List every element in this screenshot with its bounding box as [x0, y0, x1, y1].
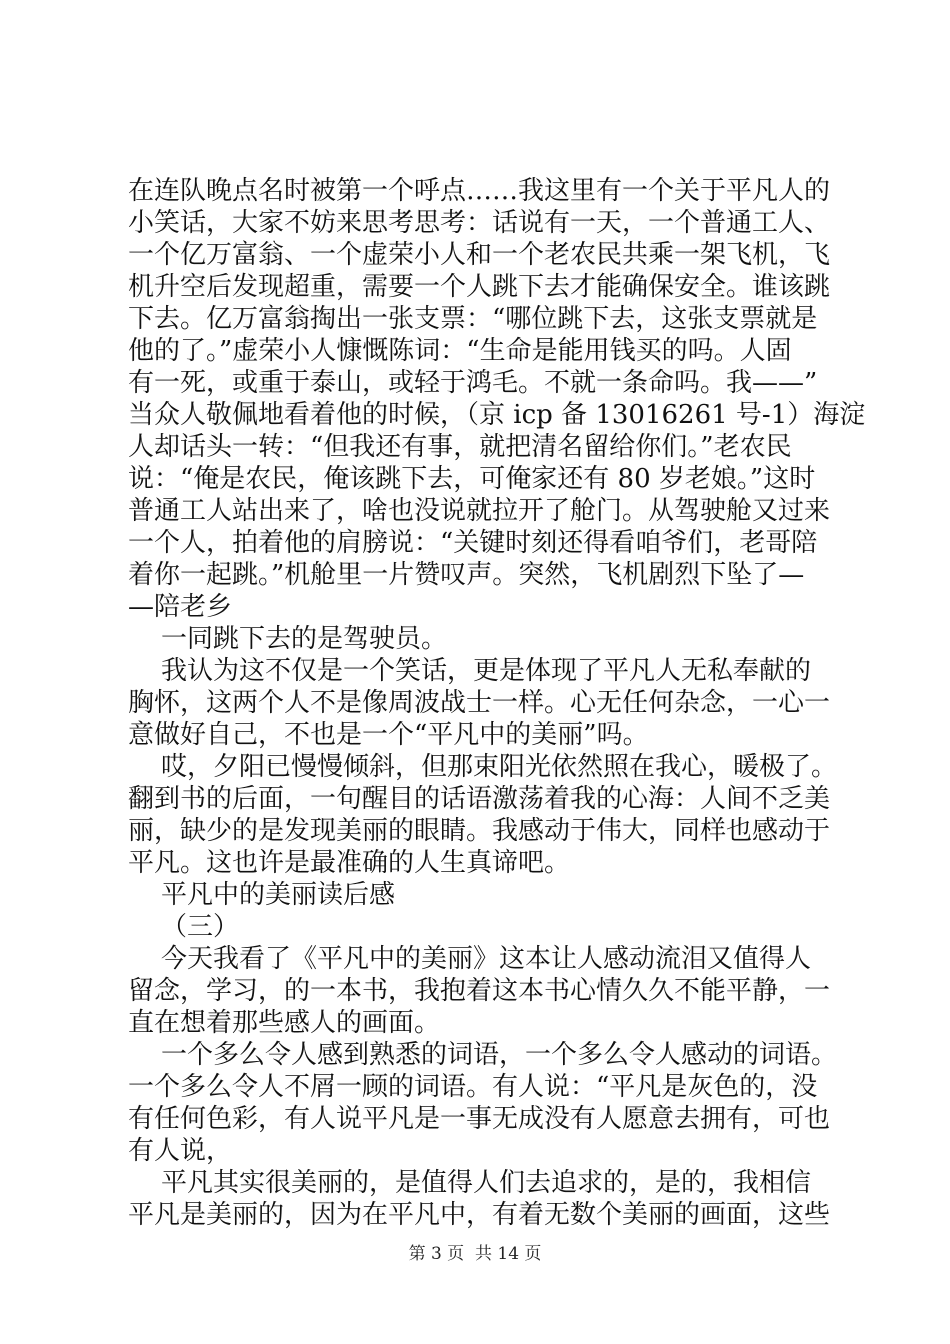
text-line: 今天我看了《平凡中的美丽》这本让人感动流泪又值得人 — [128, 944, 812, 974]
text-line: 在连队晚点名时被第一个呼点……我这里有一个关于平凡人的 — [128, 176, 831, 206]
text-line: 平凡其实很美丽的，是值得人们去追求的，是的，我相信 — [128, 1168, 812, 1198]
text-line: 着你一起跳。”机舱里一片赞叹声。突然，飞机剧烈下坠了— — [128, 560, 805, 590]
text-line: 一个多么令人感到熟悉的词语，一个多么令人感动的词语。 — [128, 1040, 838, 1070]
text-line: 意做好自己，不也是一个“平凡中的美丽”吗。 — [128, 720, 649, 750]
text-line: 丽，缺少的是发现美丽的眼睛。我感动于伟大，同样也感动于 — [128, 816, 831, 846]
text-line: 一个多么令人不屑一顾的词语。有人说：“平凡是灰色的，没 — [128, 1072, 818, 1102]
text-line: 直在想着那些感人的画面。 — [128, 1008, 441, 1038]
text-line: 有任何色彩，有人说平凡是一事无成没有人愿意去拥有，可也 — [128, 1104, 831, 1134]
text-line: 小笑话，大家不妨来思考思考：话说有一天，一个普通工人、 — [128, 208, 831, 238]
text-line: 哎，夕阳已慢慢倾斜，但那束阳光依然照在我心，暖极了。 — [128, 752, 838, 782]
page-number: 第 3 页 共 14 页 — [408, 1244, 542, 1264]
text-line: 机升空后发现超重，需要一个人跳下去才能确保安全。谁该跳 — [128, 272, 831, 302]
text-line: 当众人敬佩地看着他的时候，（京 icp 备 13016261 号-1）海淀 — [128, 400, 866, 430]
text-line: 一个亿万富翁、一个虚荣小人和一个老农民共乘一架飞机，飞 — [128, 240, 831, 270]
text-line: 有人说， — [128, 1136, 233, 1166]
text-line: 平凡。这也许是最准确的人生真谛吧。 — [128, 848, 571, 878]
text-line: 人却话头一转：“但我还有事，就把清名留给你们。”老农民 — [128, 432, 792, 462]
section-number: （三） — [128, 912, 240, 942]
text-line: 我认为这不仅是一个笑话，更是体现了平凡人无私奉献的 — [128, 656, 812, 686]
text-line: 平凡是美丽的，因为在平凡中，有着无数个美丽的画面，这些 — [128, 1200, 831, 1230]
body-text — [128, 175, 866, 1231]
page-footer — [0, 1243, 950, 1265]
text-line: 有一死，或重于泰山，或轻于鸿毛。不就一条命吗。我——” — [128, 368, 818, 398]
text-line: 下去。亿万富翁掏出一张支票：“哪位跳下去，这张支票就是 — [128, 304, 818, 334]
text-line: 他的了。”虚荣小人慷慨陈词：“生命是能用钱买的吗。人固 — [128, 336, 792, 366]
text-line: 普通工人站出来了，啥也没说就拉开了舱门。从驾驶舱又过来 — [128, 496, 831, 526]
text-line: 留念，学习，的一本书，我抱着这本书心情久久不能平静，一 — [128, 976, 831, 1006]
text-line: 一同跳下去的是驾驶员。 — [128, 624, 448, 654]
text-line: 翻到书的后面，一句醒目的话语激荡着我的心海：人间不乏美 — [128, 784, 831, 814]
text-line: 胸怀，这两个人不是像周波战士一样。心无任何杂念，一心一 — [128, 688, 831, 718]
text-line: 说：“俺是农民，俺该跳下去，可俺家还有 80 岁老娘。”这时 — [128, 464, 816, 494]
text-line: 一个人，拍着他的肩膀说：“关键时刻还得看咱爷们，老哥陪 — [128, 528, 818, 558]
section-title: 平凡中的美丽读后感 — [128, 880, 396, 910]
text-line: —陪老乡 — [128, 592, 233, 622]
